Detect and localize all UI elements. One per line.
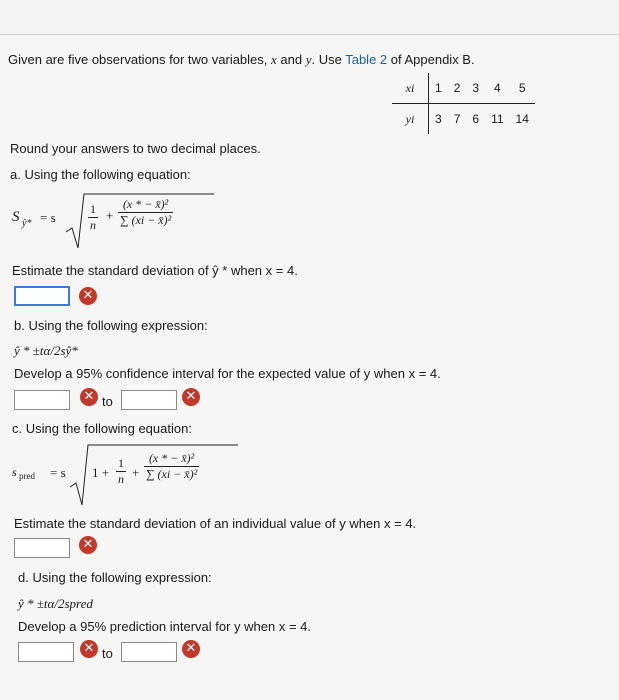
y-value: 14	[515, 112, 529, 126]
part-c-prompt: Estimate the standard deviation of an individual value of y when x = 4.	[14, 516, 417, 531]
x-value: 1	[429, 73, 448, 104]
to-label: to	[102, 394, 113, 409]
answer-d-upper-input[interactable]	[121, 642, 177, 662]
part-b-prompt: Develop a 95% confidence interval for the expected value of y when x = 4.	[14, 366, 441, 381]
wrong-icon: ✕	[182, 388, 200, 406]
intro-text: Given are five observations for two variables, x and y. Use Table 2 of Appendix B.	[8, 52, 475, 67]
to-label: to	[102, 646, 113, 661]
equation-c: s pred = s 1 + $\frac{1}{n}$ + $\frac{\text{(x * − x̄)²}}{\text{∑ (xi − x̄)²}}$	[12, 443, 242, 507]
answer-b-upper-input[interactable]	[121, 390, 177, 410]
answer-c-input[interactable]	[14, 538, 70, 558]
wrong-icon: ✕	[79, 287, 97, 305]
wrong-icon: ✕	[80, 388, 98, 406]
y-value: 11	[491, 112, 504, 126]
wrong-icon: ✕	[182, 640, 200, 658]
answer-b-lower-input[interactable]	[14, 390, 70, 410]
y-label: yi	[392, 104, 429, 135]
wrong-icon: ✕	[80, 640, 98, 658]
x-value: 4	[485, 73, 509, 104]
x-label: xi	[392, 73, 429, 104]
part-d-expression: ŷ * ±tα/2spred	[18, 596, 93, 611]
x-value: 3	[466, 73, 485, 104]
round-note: Round your answers to two decimal places.	[10, 141, 261, 156]
table-2-link[interactable]: Table 2	[345, 52, 388, 67]
observations-table	[392, 73, 535, 134]
part-a-prompt: Estimate the standard deviation of ŷ * when x = 4.	[12, 263, 298, 278]
y-value: 3	[435, 112, 442, 126]
answer-d-lower-input[interactable]	[18, 642, 74, 662]
equation-a: S ŷ* = s $\frac{1}{n}$ + $\frac{\text{(x * − x̄)²}}{\text{∑ (xi − x̄)²}}$	[12, 192, 212, 252]
part-d-label: d. Using the following expression:	[18, 570, 212, 585]
x-value: 2	[448, 73, 467, 104]
part-a-label: a. Using the following equation:	[10, 167, 191, 182]
y-value: 6	[472, 112, 480, 126]
y-value: 7	[453, 112, 461, 126]
part-c-label: c. Using the following equation:	[12, 421, 192, 436]
part-d-prompt: Develop a 95% prediction interval for y when x = 4.	[18, 619, 312, 634]
answer-a-input[interactable]	[14, 286, 70, 306]
x-value: 5	[510, 73, 535, 104]
part-b-label: b. Using the following expression:	[14, 318, 208, 333]
top-bar	[0, 0, 619, 35]
wrong-icon: ✕	[79, 536, 97, 554]
part-b-expression: ŷ * ±tα/2sŷ*	[14, 343, 78, 358]
